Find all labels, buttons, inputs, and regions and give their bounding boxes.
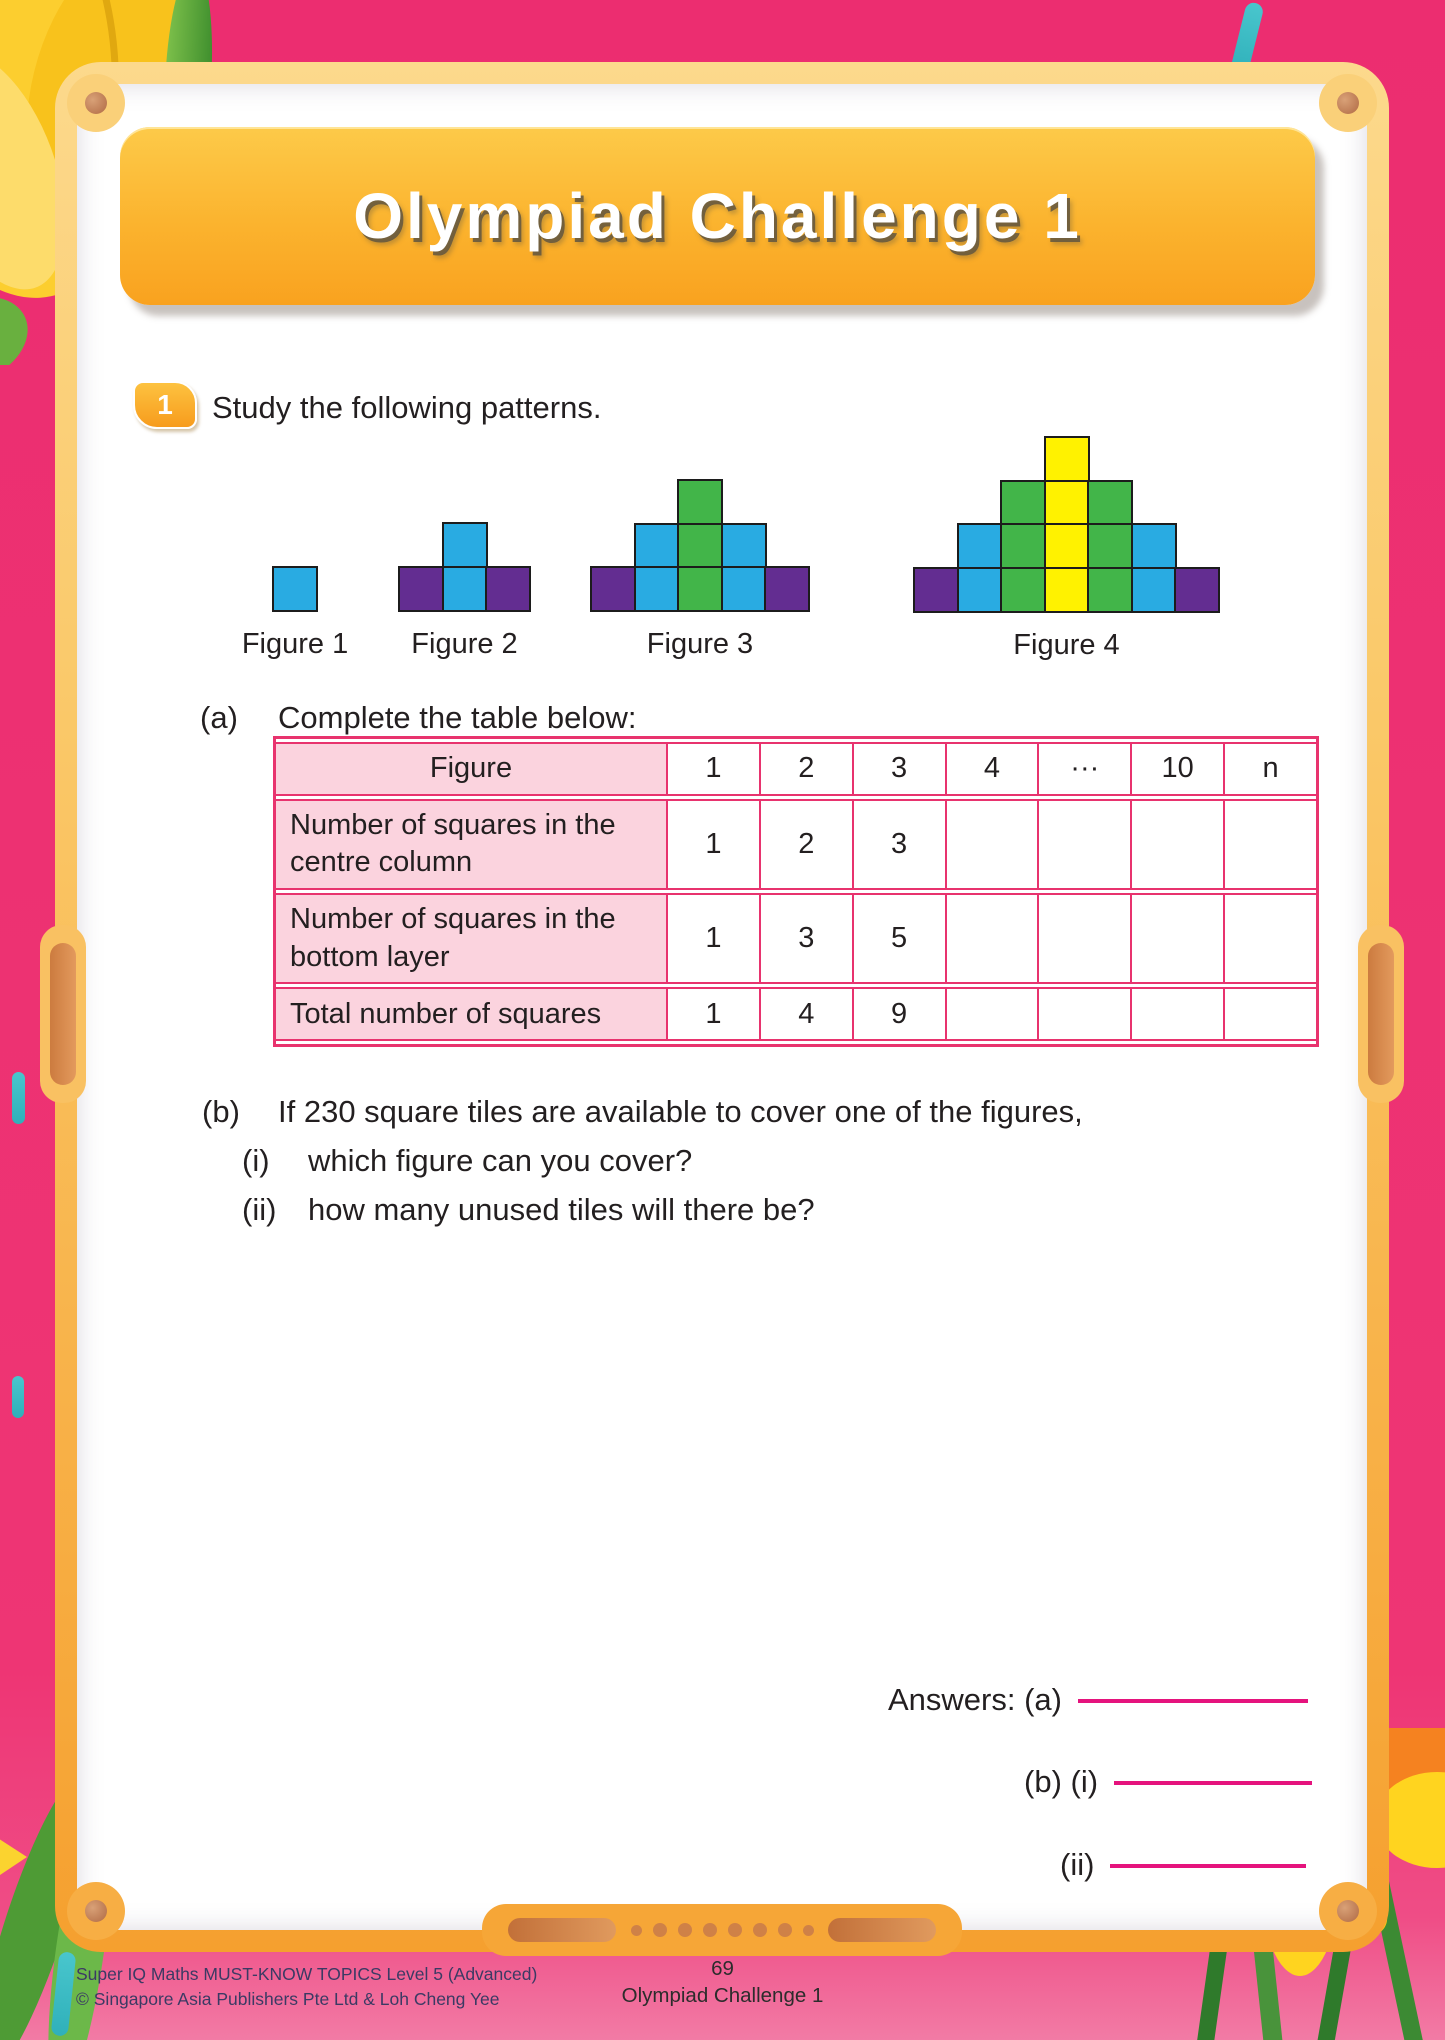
part-b-ii-text: how many unused tiles will there be? [308,1192,815,1227]
part-b-text: If 230 square tiles are available to cover one of the figures, [278,1094,1083,1129]
table-row-label: Total number of squares [276,987,666,1041]
pattern-square-green [677,523,723,569]
answer-line-a [1078,1699,1308,1703]
answer-row-bi [1024,1764,1312,1800]
table-row-label: Number of squares in the bottom layer [276,893,666,984]
table-value-cell: 3 [852,799,945,890]
table-value-cell: n [1223,742,1316,796]
footer-imprint [76,1962,537,2013]
answer-bii-label: (ii) [1060,1847,1095,1882]
table-answer-cell [1037,799,1130,890]
pattern-square-blue [634,523,680,569]
question-text: Study the following patterns. [212,390,602,425]
pattern-square-blue [957,567,1003,613]
table-value-cell: 3 [759,893,852,984]
pattern-square-green [677,479,723,525]
answer-line-bi [1114,1781,1312,1785]
pattern-figure-1 [241,566,349,661]
part-a [200,700,636,736]
page-title: Olympiad Challenge 1 [353,180,1082,252]
pattern-square-green [1087,480,1133,526]
page-number: 69 [711,1957,734,1980]
pattern-square-blue [634,566,680,612]
table-value-cell: 4 [759,987,852,1041]
pattern-square-blue [1131,567,1177,613]
table-answer-cell [1130,799,1223,890]
pattern-square-yellow [1044,436,1090,482]
pattern-figure-2 [398,522,531,661]
table-value-cell: 1 [666,742,759,796]
table-value-cell: 2 [759,799,852,890]
pattern-square-green [1087,523,1133,569]
table-row-label: Figure [276,742,666,796]
pattern-square-blue [442,566,488,612]
footer-copyright: © Singapore Asia Publishers Pte Ltd & Loh Cheng Yee [76,1989,500,2010]
answers-label: Answers: (a) [888,1682,1062,1717]
pattern-square-green [1000,523,1046,569]
table-answer-cell [945,987,1038,1041]
table-answer-cell [1130,893,1223,984]
table-answer-cell [945,799,1038,890]
pattern-square-green [677,566,723,612]
pattern-square-purple [398,566,444,612]
pattern-square-purple [764,566,810,612]
part-b-label: (b) [202,1094,240,1129]
pattern-square-purple [913,567,959,613]
table-answer-cell [945,893,1038,984]
table-answer-cell [1037,987,1130,1041]
table-value-cell: ··· [1037,742,1130,796]
footer-series: Super IQ Maths MUST-KNOW TOPICS Level 5 (Advanced) [76,1964,538,1984]
pattern-square-purple [1174,567,1220,613]
footer-chapter: Olympiad Challenge 1 [621,1983,824,2007]
pattern-square-blue [721,566,767,612]
figure-label: Figure 4 [1013,628,1120,661]
pattern-square-blue [272,566,318,612]
pattern-square-green [1000,480,1046,526]
pattern-square-green [1087,567,1133,613]
part-b-i-text: which figure can you cover? [308,1143,693,1178]
part-a-text: Complete the table below: [278,700,637,735]
pattern-square-purple [485,566,531,612]
pattern-square-yellow [1044,480,1090,526]
table-answer-cell [1037,893,1130,984]
answer-bi-label: (b) (i) [1024,1764,1099,1799]
pattern-square-blue [957,523,1003,569]
pattern-figure-3 [590,479,810,661]
table-answer-cell [1223,799,1316,890]
table-value-cell: 9 [852,987,945,1041]
table-answer-cell [1130,987,1223,1041]
table-answer-cell [1223,893,1316,984]
pattern-square-blue [721,523,767,569]
table-value-cell: 5 [852,893,945,984]
part-b [202,1094,1083,1241]
pattern-square-purple [590,566,636,612]
answer-row-bii [1060,1847,1306,1883]
question-number-badge [133,381,197,429]
table-value-cell: 1 [666,987,759,1041]
figure-label: Figure 2 [411,627,518,660]
table-value-cell: 3 [852,742,945,796]
figure-label: Figure 1 [241,628,349,660]
table-value-cell: 4 [945,742,1038,796]
pattern-figure-4 [913,436,1220,662]
pattern-table [273,736,1319,1047]
pattern-square-blue [1131,523,1177,569]
table-value-cell: 1 [666,893,759,984]
figure-label: Figure 3 [646,628,754,660]
question-number: 1 [157,389,173,420]
part-a-label: (a) [200,700,238,735]
pattern-square-yellow [1044,523,1090,569]
table-row-label: Number of squares in the centre column [276,799,666,890]
part-b-ii-label: (ii) [242,1192,277,1227]
table-answer-cell [1223,987,1316,1041]
pattern-square-green [1000,567,1046,613]
footer-page-info [622,1956,824,2009]
answer-line-bii [1110,1864,1306,1868]
pattern-square-blue [442,522,488,568]
table-value-cell: 10 [1130,742,1223,796]
table-value-cell: 1 [666,799,759,890]
pattern-square-yellow [1044,567,1090,613]
part-b-i-label: (i) [242,1143,270,1178]
table-value-cell: 2 [759,742,852,796]
answer-row-a [888,1682,1308,1718]
challenge-banner [120,127,1315,305]
